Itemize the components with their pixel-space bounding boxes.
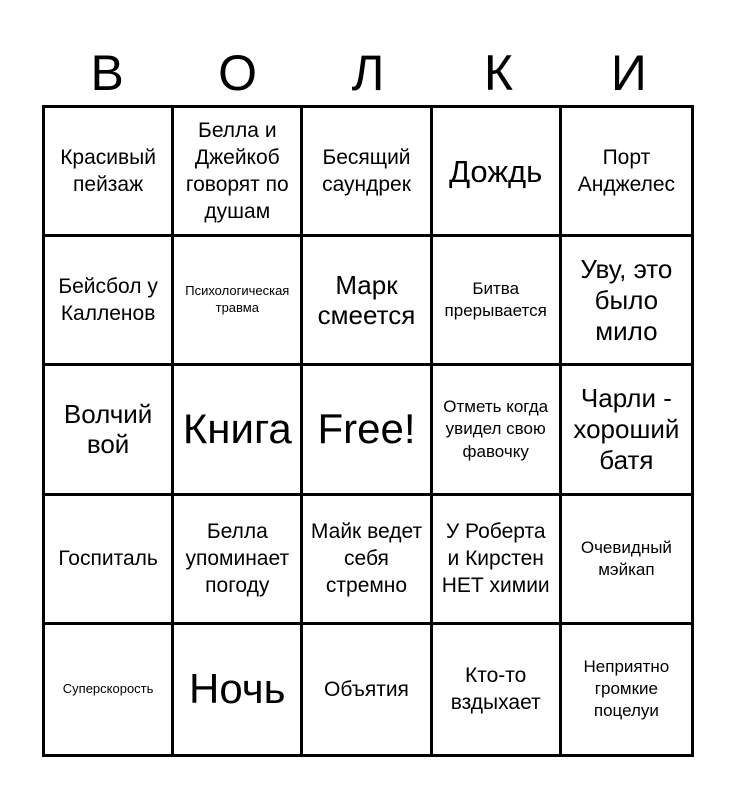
bingo-cell-r2-c4[interactable]: Битва прерывается [433,237,562,366]
bingo-cell-r1-c5[interactable]: Порт Анджелес [562,108,691,237]
header-letter-5: И [610,45,647,101]
bingo-cell-r5-c2[interactable]: Ночь [174,625,303,754]
bingo-cell-r2-c2[interactable]: Психологическая травма [174,237,303,366]
bingo-cell-r3-c4[interactable]: Отметь когда увидел свою фавочку [433,366,562,495]
header-letter-2: О [218,45,258,101]
header-letter-3: Л [351,45,385,101]
bingo-cell-r4-c4[interactable]: У Роберта и Кирстен НЕТ химии [433,496,562,625]
bingo-board [42,105,694,757]
bingo-cell-r4-c3[interactable]: Майк ведет себя стремно [303,496,432,625]
bingo-cell-r4-c1[interactable]: Госпиталь [45,496,174,625]
bingo-cell-r1-c3[interactable]: Бесящий саундрек [303,108,432,237]
bingo-cell-r1-c1[interactable]: Красивый пейзаж [45,108,174,237]
bingo-cell-r2-c3[interactable]: Марк смеется [303,237,432,366]
bingo-cell-r3-c5[interactable]: Чарли - хороший батя [562,366,691,495]
bingo-cell-r3-c1[interactable]: Волчий вой [45,366,174,495]
bingo-cell-r1-c2[interactable]: Белла и Джейкоб говорят по душам [174,108,303,237]
header-letter-1: В [90,45,124,101]
bingo-cell-r4-c2[interactable]: Белла упоминает погоду [174,496,303,625]
bingo-cell-r2-c5[interactable]: Уву, это было мило [562,237,691,366]
bingo-cell-r5-c5[interactable]: Неприятно громкие поцелуи [583,657,670,721]
bingo-cell-r1-c4[interactable]: Дождь [433,108,562,237]
bingo-cell-r5-c1[interactable]: Суперскорость [45,625,174,754]
bingo-cell-r3-c2[interactable]: Книга [174,366,303,495]
header-letter-4: К [483,45,513,101]
bingo-header [42,40,694,106]
bingo-cell-r2-c1[interactable]: Бейсбол у Калленов [45,237,174,366]
bingo-cell-r5-c3[interactable]: Объятия [303,625,432,754]
free-space-cell[interactable]: Free! [303,366,432,495]
bingo-cell-r5-c4[interactable]: Кто-то вздыхает [433,625,562,754]
bingo-cell-r4-c5[interactable]: Очевидный мэйкап [562,496,691,625]
